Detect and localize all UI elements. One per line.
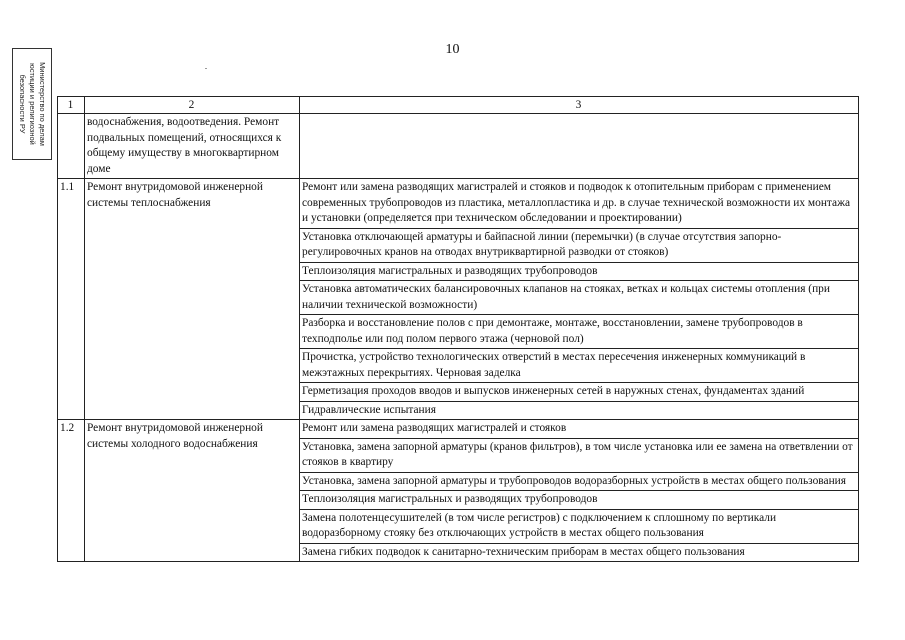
work-item: Установка, замена запорной арматуры и трубопроводов водоразборных устройств в местах общего пользования [300, 472, 859, 491]
work-item: Ремонт или замена разводящих магистралей и стояков [300, 420, 859, 439]
table-row [58, 420, 859, 439]
continuation-works [300, 114, 859, 179]
work-item: Замена гибких подводок к санитарно-техническим приборам в местах общего пользования [300, 543, 859, 562]
work-item: Разборка и восстановление полов с при демонтаже, монтаже, восстановлении, замене трубопроводов в техподполье или под полом первого этажа (черновой пол) [300, 315, 859, 349]
stamp-line: безопасности РУ [18, 74, 27, 134]
table-row [58, 179, 859, 229]
stamp-line: юстиции и религиозной [28, 63, 37, 145]
work-item: Теплоизоляция магистральных и разводящих трубопроводов [300, 262, 859, 281]
work-item: Установка, замена запорной арматуры (кранов фильтров), в том числе установка или ее замена на ответвлении от стояков в квартиру [300, 438, 859, 472]
work-item: Установка отключающей арматуры и байпасной линии (перемычки) (в случае отсутствия запорно-регулировочных кранов на отводах внутриквартирной разводки от стояков) [300, 228, 859, 262]
table-header-row [58, 97, 859, 114]
header-col-1: 1 [58, 97, 85, 114]
ministry-stamp [12, 48, 52, 160]
section-title: Ремонт внутридомовой инженерной системы холодного водоснабжения [85, 420, 300, 562]
work-item: Установка автоматических балансировочных клапанов на стояках, ветках и кольцах системы отопления (при наличии технической возможности) [300, 281, 859, 315]
section-number: 1.2 [58, 420, 85, 562]
section-number: 1.1 [58, 179, 85, 420]
header-col-3: 3 [300, 97, 859, 114]
works-table [57, 96, 859, 562]
header-col-2: 2 [85, 97, 300, 114]
work-item: Теплоизоляция магистральных и разводящих трубопроводов [300, 491, 859, 510]
continuation-title: водоснабжения, водоотведения. Ремонт подвальных помещений, относящихся к общему имуществу в многоквартирном доме [85, 114, 300, 179]
work-item: Прочистка, устройство технологических отверстий в местах пересечения инженерных коммуникаций в межэтажных перекрытиях. Черновая заделка [300, 349, 859, 383]
stamp-line: Министерство по делам [38, 62, 47, 146]
stamp-text [17, 50, 47, 158]
section-title: Ремонт внутридомовой инженерной системы теплоснабжения [85, 179, 300, 420]
continuation-row [58, 114, 859, 179]
page-number: 10 [445, 42, 460, 57]
work-item: Герметизация проходов вводов и выпусков инженерных сетей в наружных стенах, фундаментах зданий [300, 383, 859, 402]
continuation-num [58, 114, 85, 179]
work-item: Замена полотенцесушителей (в том числе регистров) с подключением к сплошному по вертикали водоразборному стояку без отключающих устройств в местах общего пользования [300, 509, 859, 543]
work-item: Ремонт или замена разводящих магистралей и стояков и подводок к отопительным приборам с применением современных трубопроводов из пластика, металлопластика и др. в случае технической возможности их монтажа и установки (определяется при техническом обследовании и проектировании) [300, 179, 859, 229]
speck [205, 68, 207, 69]
work-item: Гидравлические испытания [300, 401, 859, 420]
